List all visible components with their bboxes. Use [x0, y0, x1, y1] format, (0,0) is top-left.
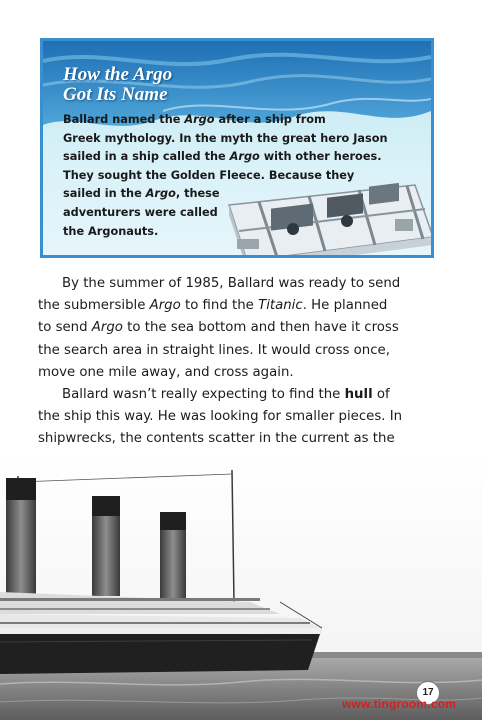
- sidebar-box: [40, 38, 434, 258]
- argo-submersible-image: [219, 175, 434, 258]
- paragraph-2-line: the ship this way. He was looking for smaller pieces. In: [38, 409, 403, 425]
- paragraph-1-line: By the summer of 1985, Ballard was ready to send: [62, 276, 401, 291]
- sidebar-line: sailed in the Argo, these: [63, 187, 220, 201]
- sidebar-title: [63, 65, 172, 105]
- titanic-ship-image: [0, 452, 482, 720]
- page-number: 17: [416, 681, 440, 705]
- sidebar-line: Ballard named the Argo after a ship from: [63, 113, 326, 126]
- paragraph-1-line: to send Argo to the sea bottom and then have it cross: [38, 320, 399, 336]
- sidebar-line: the Argonauts.: [63, 224, 159, 238]
- sidebar-line: adventurers were called: [63, 205, 218, 219]
- sidebar-line: sailed in a ship called the Argo with other heroes.: [63, 150, 382, 164]
- paragraph-1-line: the submersible Argo to find the Titanic. He planned: [38, 298, 388, 314]
- sidebar-line: Greek mythology. In the myth the great hero Jason: [63, 131, 388, 145]
- sidebar-title-line-2: Got Its Name: [63, 84, 168, 105]
- sidebar-line: They sought the Golden Fleece. Because they: [63, 168, 355, 182]
- sidebar-title-line-1: How the Argo: [63, 64, 173, 85]
- paragraph-1-line: move one mile away, and cross again.: [38, 364, 294, 380]
- paragraph-1-line: the search area in straight lines. It would cross once,: [38, 342, 390, 358]
- watermark-text: www.tingroom.com: [342, 697, 457, 711]
- paragraph-2-line: shipwrecks, the contents scatter in the current as the: [38, 431, 395, 447]
- paragraph-2-line: Ballard wasn’t really expecting to find the hull of: [62, 387, 390, 403]
